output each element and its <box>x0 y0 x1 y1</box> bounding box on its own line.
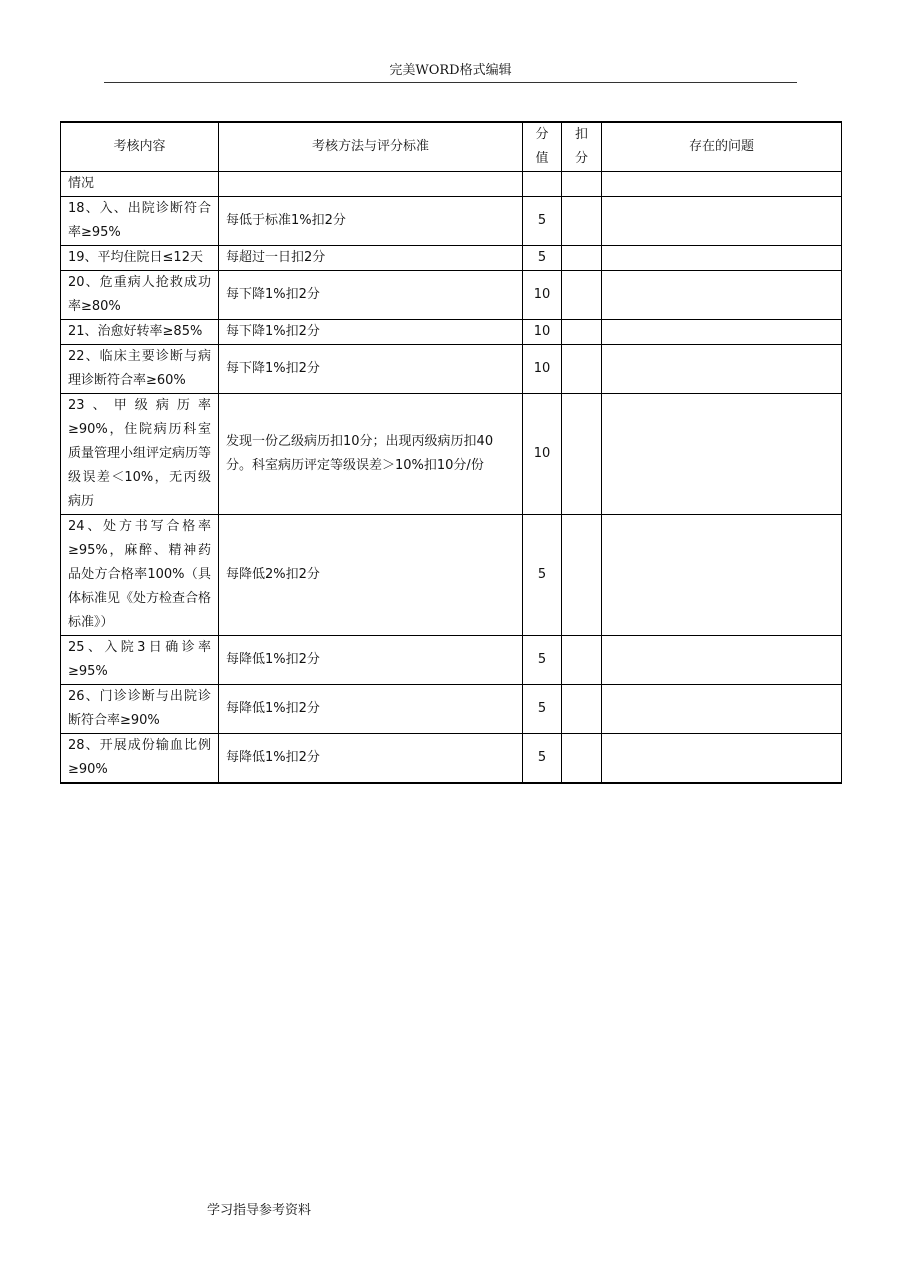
table-row <box>61 172 842 197</box>
score-cell: 10 <box>523 394 562 515</box>
score-cell: 5 <box>523 734 562 784</box>
issue-cell <box>602 271 842 320</box>
content-cell: 26、门诊诊断与出院诊断符合率≥90% <box>61 685 219 734</box>
table-row <box>61 636 842 685</box>
footer-text: 学习指导参考资料 <box>207 1203 312 1218</box>
method-cell: 每超过一日扣2分 <box>219 246 523 271</box>
score-cell: 5 <box>523 246 562 271</box>
deduct-cell <box>562 345 602 394</box>
table-row <box>61 271 842 320</box>
deduct-cell <box>562 246 602 271</box>
method-cell: 每下降1%扣2分 <box>219 345 523 394</box>
deduct-cell <box>562 636 602 685</box>
content-cell: 20、危重病人抢救成功率≥80% <box>61 271 219 320</box>
col-header-deduct: 扣分 <box>562 122 602 172</box>
content-cell: 23、甲级病历率≥90%，住院病历科室质量管理小组评定病历等级误差＜10%，无丙级病历 <box>61 394 219 515</box>
issue-cell <box>602 345 842 394</box>
method-cell: 每下降1%扣2分 <box>219 320 523 345</box>
method-cell: 每降低1%扣2分 <box>219 734 523 784</box>
issue-cell <box>602 197 842 246</box>
table-row <box>61 685 842 734</box>
deduct-cell <box>562 394 602 515</box>
deduct-cell <box>562 515 602 636</box>
issue-cell <box>602 246 842 271</box>
content-cell: 18、入、出院诊断符合率≥95% <box>61 197 219 246</box>
method-cell: 每低于标准1%扣2分 <box>219 197 523 246</box>
content-cell: 21、治愈好转率≥85% <box>61 320 219 345</box>
method-cell: 每降低1%扣2分 <box>219 685 523 734</box>
table-row <box>61 734 842 784</box>
table-row <box>61 394 842 515</box>
page-footer <box>207 1199 311 1218</box>
deduct-cell <box>562 172 602 197</box>
score-cell: 5 <box>523 197 562 246</box>
issue-cell <box>602 734 842 784</box>
score-cell <box>523 172 562 197</box>
deduct-cell <box>562 320 602 345</box>
score-cell: 10 <box>523 320 562 345</box>
col-header-method: 考核方法与评分标准 <box>219 122 523 172</box>
score-cell: 5 <box>523 515 562 636</box>
deduct-cell <box>562 734 602 784</box>
deduct-cell <box>562 271 602 320</box>
method-cell: 每降低1%扣2分 <box>219 636 523 685</box>
table-row <box>61 515 842 636</box>
content-cell: 28、开展成份输血比例≥90% <box>61 734 219 784</box>
table-row <box>61 345 842 394</box>
method-cell <box>219 172 523 197</box>
issue-cell <box>602 172 842 197</box>
score-cell: 10 <box>523 271 562 320</box>
score-cell: 5 <box>523 636 562 685</box>
issue-cell <box>602 320 842 345</box>
content-cell: 25、入院3日确诊率≥95% <box>61 636 219 685</box>
table-row <box>61 320 842 345</box>
method-cell: 每下降1%扣2分 <box>219 271 523 320</box>
table-header-row <box>61 122 842 172</box>
issue-cell <box>602 515 842 636</box>
content-cell: 19、平均住院日≤12天 <box>61 246 219 271</box>
page-header <box>104 62 797 83</box>
col-header-content: 考核内容 <box>61 122 219 172</box>
table-row <box>61 197 842 246</box>
table-body <box>61 172 842 784</box>
deduct-cell <box>562 197 602 246</box>
score-cell: 10 <box>523 345 562 394</box>
content-cell: 24、处方书写合格率≥95%，麻醉、精神药品处方合格率100%（具体标准见《处方检查合格标准》） <box>61 515 219 636</box>
issue-cell <box>602 685 842 734</box>
score-cell: 5 <box>523 685 562 734</box>
issue-cell <box>602 636 842 685</box>
col-header-score: 分值 <box>523 122 562 172</box>
header-title: 完美WORD格式编辑 <box>389 63 512 78</box>
issue-cell <box>602 394 842 515</box>
table-row <box>61 246 842 271</box>
content-cell: 情况 <box>61 172 219 197</box>
deduct-cell <box>562 685 602 734</box>
method-cell: 发现一份乙级病历扣10分；出现丙级病历扣40分。科室病历评定等级误差＞10%扣10分/份 <box>219 394 523 515</box>
col-header-issue: 存在的问题 <box>602 122 842 172</box>
method-cell: 每降低2%扣2分 <box>219 515 523 636</box>
assessment-table <box>60 121 842 784</box>
content-cell: 22、临床主要诊断与病理诊断符合率≥60% <box>61 345 219 394</box>
